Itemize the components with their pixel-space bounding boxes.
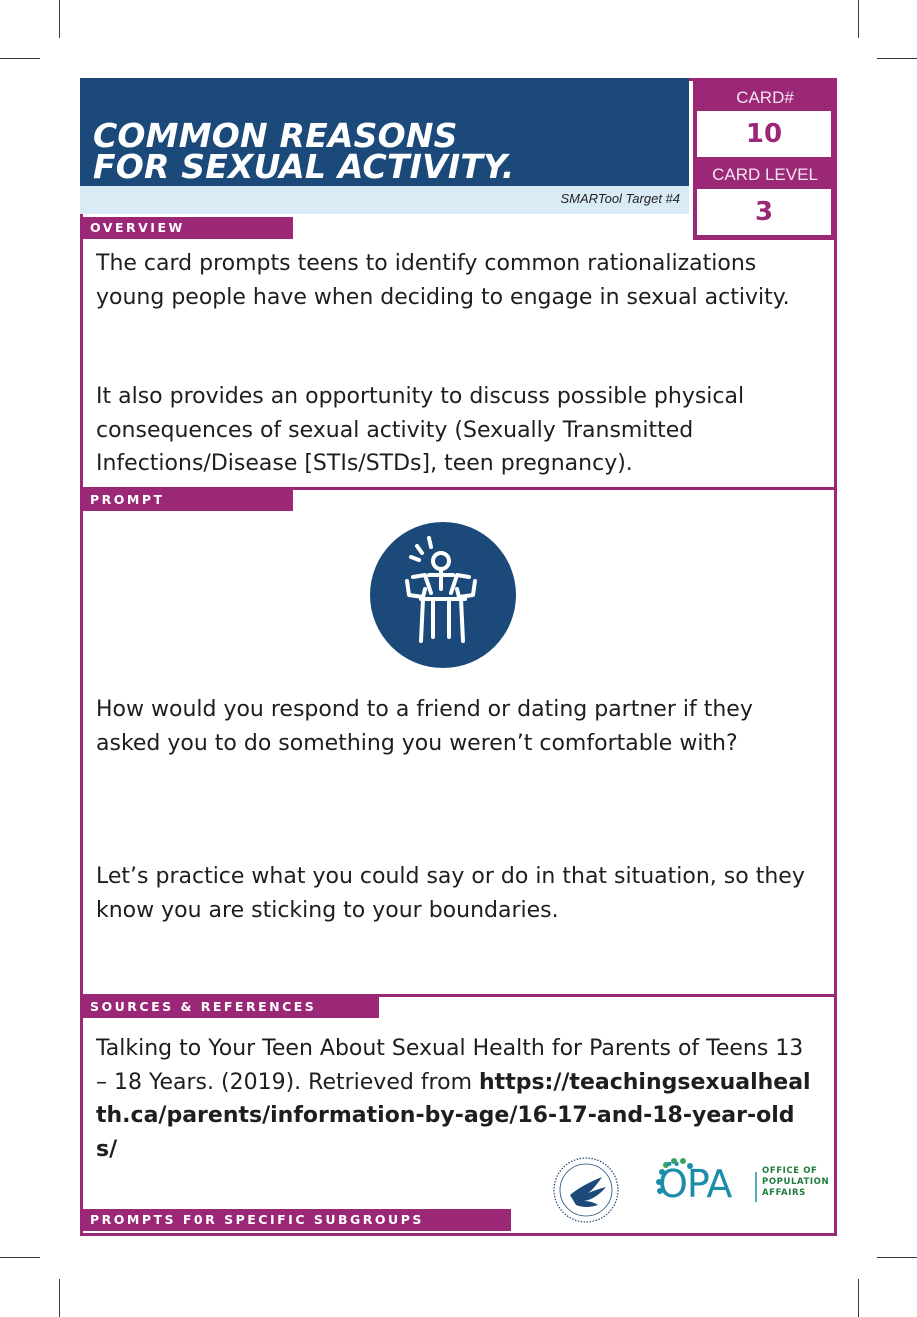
citation-text: Talking to Your Teen About Sexual Health for Parents of Teens 13 – 18 Years. (2019). Retrieved from bbox=[96, 1036, 804, 1095]
overview-paragraph-2: It also provides an opportunity to discuss possible physical consequences of sexual activity (Sexually Transmitted Infections/Disease [STIs/STDs], teen pregnancy). bbox=[96, 384, 745, 476]
card-title-line2: FOR SEXUAL ACTIVITY. bbox=[93, 147, 515, 186]
crop-mark bbox=[858, 1279, 859, 1317]
card-level: 3 bbox=[697, 189, 831, 235]
card-number-label: CARD# bbox=[736, 88, 794, 107]
opa-text bbox=[762, 1166, 829, 1199]
card-title bbox=[93, 116, 515, 186]
overview-tab: OVERVIEW bbox=[83, 217, 293, 239]
crop-mark bbox=[59, 1279, 60, 1317]
card-number: 10 bbox=[697, 111, 831, 157]
opa-text-line1: OFFICE OF bbox=[762, 1166, 818, 1176]
crop-mark bbox=[0, 58, 40, 59]
crop-mark bbox=[0, 1257, 40, 1258]
person-at-podium-icon bbox=[369, 521, 517, 669]
citation-url[interactable]: https://teachingsexualhealth.ca/parents/information-by-age/16-17-and-18-year-olds/ bbox=[96, 1069, 811, 1162]
smartool-target: SMARTool Target #4 bbox=[560, 191, 680, 206]
crop-mark bbox=[59, 0, 60, 38]
sources-citation bbox=[96, 1032, 811, 1166]
crop-mark bbox=[877, 58, 917, 59]
prompt-tab: PROMPT bbox=[83, 489, 293, 511]
prompt-question: How would you respond to a friend or dating partner if they asked you to do something you weren’t comfortable with? bbox=[96, 697, 753, 756]
hhs-seal-icon bbox=[548, 1155, 624, 1225]
card-title-line1: COMMON REASONS bbox=[93, 116, 458, 155]
prompt-practice: Let’s practice what you could say or do in that situation, so they know you are sticking to your boundaries. bbox=[96, 864, 805, 923]
opa-text-line3: AFFAIRS bbox=[762, 1188, 806, 1198]
overview-paragraph-1: The card prompts teens to identify common rationalizations young people have when deciding to engage in sexual activity. bbox=[96, 251, 790, 310]
subgroups-tab: PROMPTS F0R SPECIFIC SUBGROUPS bbox=[83, 1209, 511, 1231]
crop-mark bbox=[877, 1257, 917, 1258]
card-level-label: CARD LEVEL bbox=[712, 165, 818, 184]
opa-wordmark: ÖPA bbox=[658, 1162, 732, 1206]
opa-text-line2: POPULATION bbox=[762, 1177, 830, 1187]
crop-mark bbox=[858, 0, 859, 38]
sources-tab: SOURCES & REFERENCES bbox=[83, 996, 379, 1018]
